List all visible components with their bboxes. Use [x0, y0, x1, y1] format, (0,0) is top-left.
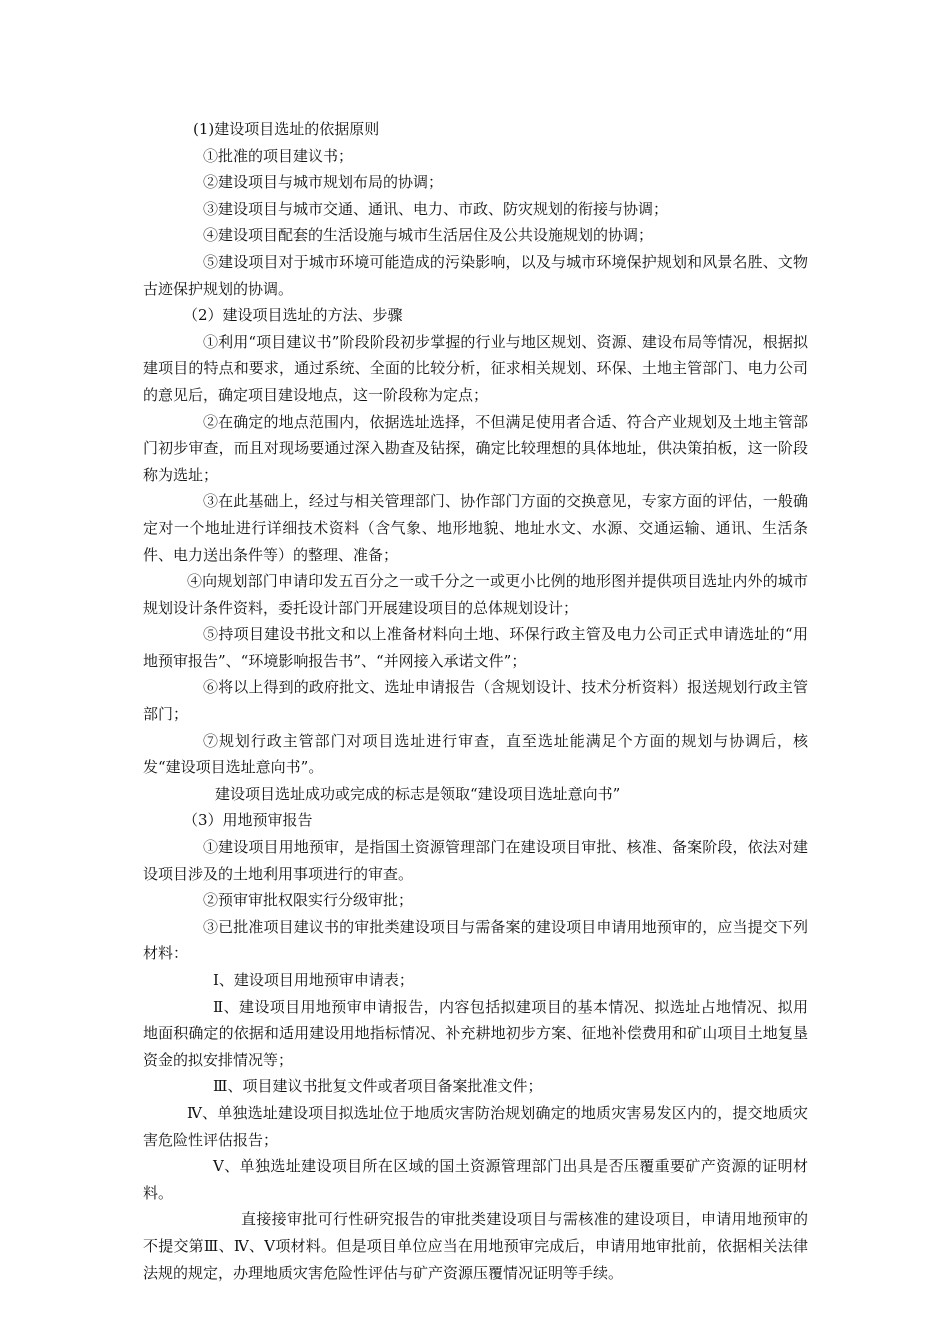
paragraph: Ⅳ、单独选址建设项目拟选址位于地质灾害防治规划确定的地质灾害易发区内的，提交地质灾害危险性评估报告；	[143, 1103, 808, 1149]
paragraph: （2）建设项目选址的方法、步骤	[183, 306, 403, 325]
paragraph: ①利用“项目建议书”阶段阶段初步掌握的行业与地区规划、资源、建设布局等情况，根据拟建项目的特点和要求，通过系统、全面的比较分析，征求相关规划、环保、土地主管部门、电力公司的意见后，确定项目建设地点，这一阶段称为定点；	[143, 332, 808, 404]
paragraph: ①建设项目用地预审，是指国土资源管理部门在建设项目审批、核准、备案阶段，依法对建设项目涉及的土地利用事项进行的审查。	[143, 838, 808, 883]
paragraph: ③已批准项目建议书的审批类建设项目与需备案的建设项目申请用地预审的，应当提交下列材料：	[143, 917, 808, 963]
paragraph: ③在此基础上，经过与相关管理部门、协作部门方面的交换意见，专家方面的评估，一般确定对一个地址进行详细技术资料（含气象、地形地貌、地址水文、水源、交通运输、通讯、生活条件、电力送出条件等）的整理、准备；	[143, 492, 808, 564]
paragraph: Ⅱ、建设项目用地预审申请报告，内容包括拟建项目的基本情况、拟选址占地情况、拟用地面积确定的依据和适用建设用地指标情况、补充耕地初步方案、征地补偿费用和矿山项目土地复垦资金的拟安排情况等；	[143, 997, 808, 1069]
paragraph: ③建设项目与城市交通、通讯、电力、市政、防灾规划的衔接与协调；	[203, 199, 669, 218]
paragraph: 建设项目选址成功或完成的标志是领取“建设项目选址意向书”	[215, 784, 621, 803]
paragraph: ⑤建设项目对于城市环境可能造成的污染影响，以及与城市环境保护规划和风景名胜、文物古迹保护规划的协调。	[143, 252, 808, 298]
document-body	[143, 116, 808, 1286]
paragraph: ⑥将以上得到的政府批文、选址申请报告（含规划设计、技术分析资料）报送规划行政主管部门；	[143, 678, 808, 724]
paragraph: 直接接审批可行性研究报告的审批类建设项目与需核准的建设项目，申请用地预审的不提交第Ⅲ、Ⅳ、Ⅴ项材料。但是项目单位应当在用地预审完成后，申请用地审批前，依据相关法律法规的规定，办理地质灾害危险性评估与矿产资源压覆情况证明等手续。	[143, 1210, 808, 1282]
paragraph: ④建设项目配套的生活设施与城市生活居住及公共设施规划的协调；	[203, 226, 654, 245]
paragraph: ②在确定的地点范围内，依据选址选择，不但满足使用者合适、符合产业规划及土地主管部门初步审查，而且对现场要通过深入勘查及钻探，确定比较理想的具体地址，供决策拍板，这一阶段称为选址；	[143, 412, 808, 484]
paragraph: Ⅴ、单独选址建设项目所在区域的国土资源管理部门出具是否压覆重要矿产资源的证明材料。	[143, 1157, 808, 1202]
paragraph: ②建设项目与城市规划布局的协调；	[203, 173, 444, 192]
paragraph: （3）用地预审报告	[183, 811, 313, 830]
paragraph: ⑤持项目建设书批文和以上准备材料向土地、环保行政主管及电力公司正式申请选址的“用地预审报告”、“环境影响报告书”、“并网接入承诺文件”；	[143, 625, 808, 670]
paragraph: ⑦规划行政主管部门对项目选址进行审查，直至选址能满足个方面的规划与协调后，核发“建设项目选址意向书”。	[143, 731, 808, 777]
paragraph: Ⅰ、建设项目用地预审申请表；	[213, 971, 414, 989]
paragraph: ②预审审批权限实行分级审批；	[203, 891, 414, 910]
paragraph: Ⅲ、项目建议书批复文件或者项目备案批准文件；	[213, 1077, 543, 1096]
paragraph: ④向规划部门申请印发五百分之一或千分之一或更小比例的地形图并提供项目选址内外的城市规划设计条件资料，委托设计部门开展建设项目的总体规划设计；	[143, 572, 808, 617]
paragraph: ①批准的项目建议书；	[203, 146, 354, 165]
paragraph: (1)建设项目选址的依据原则	[193, 120, 380, 138]
